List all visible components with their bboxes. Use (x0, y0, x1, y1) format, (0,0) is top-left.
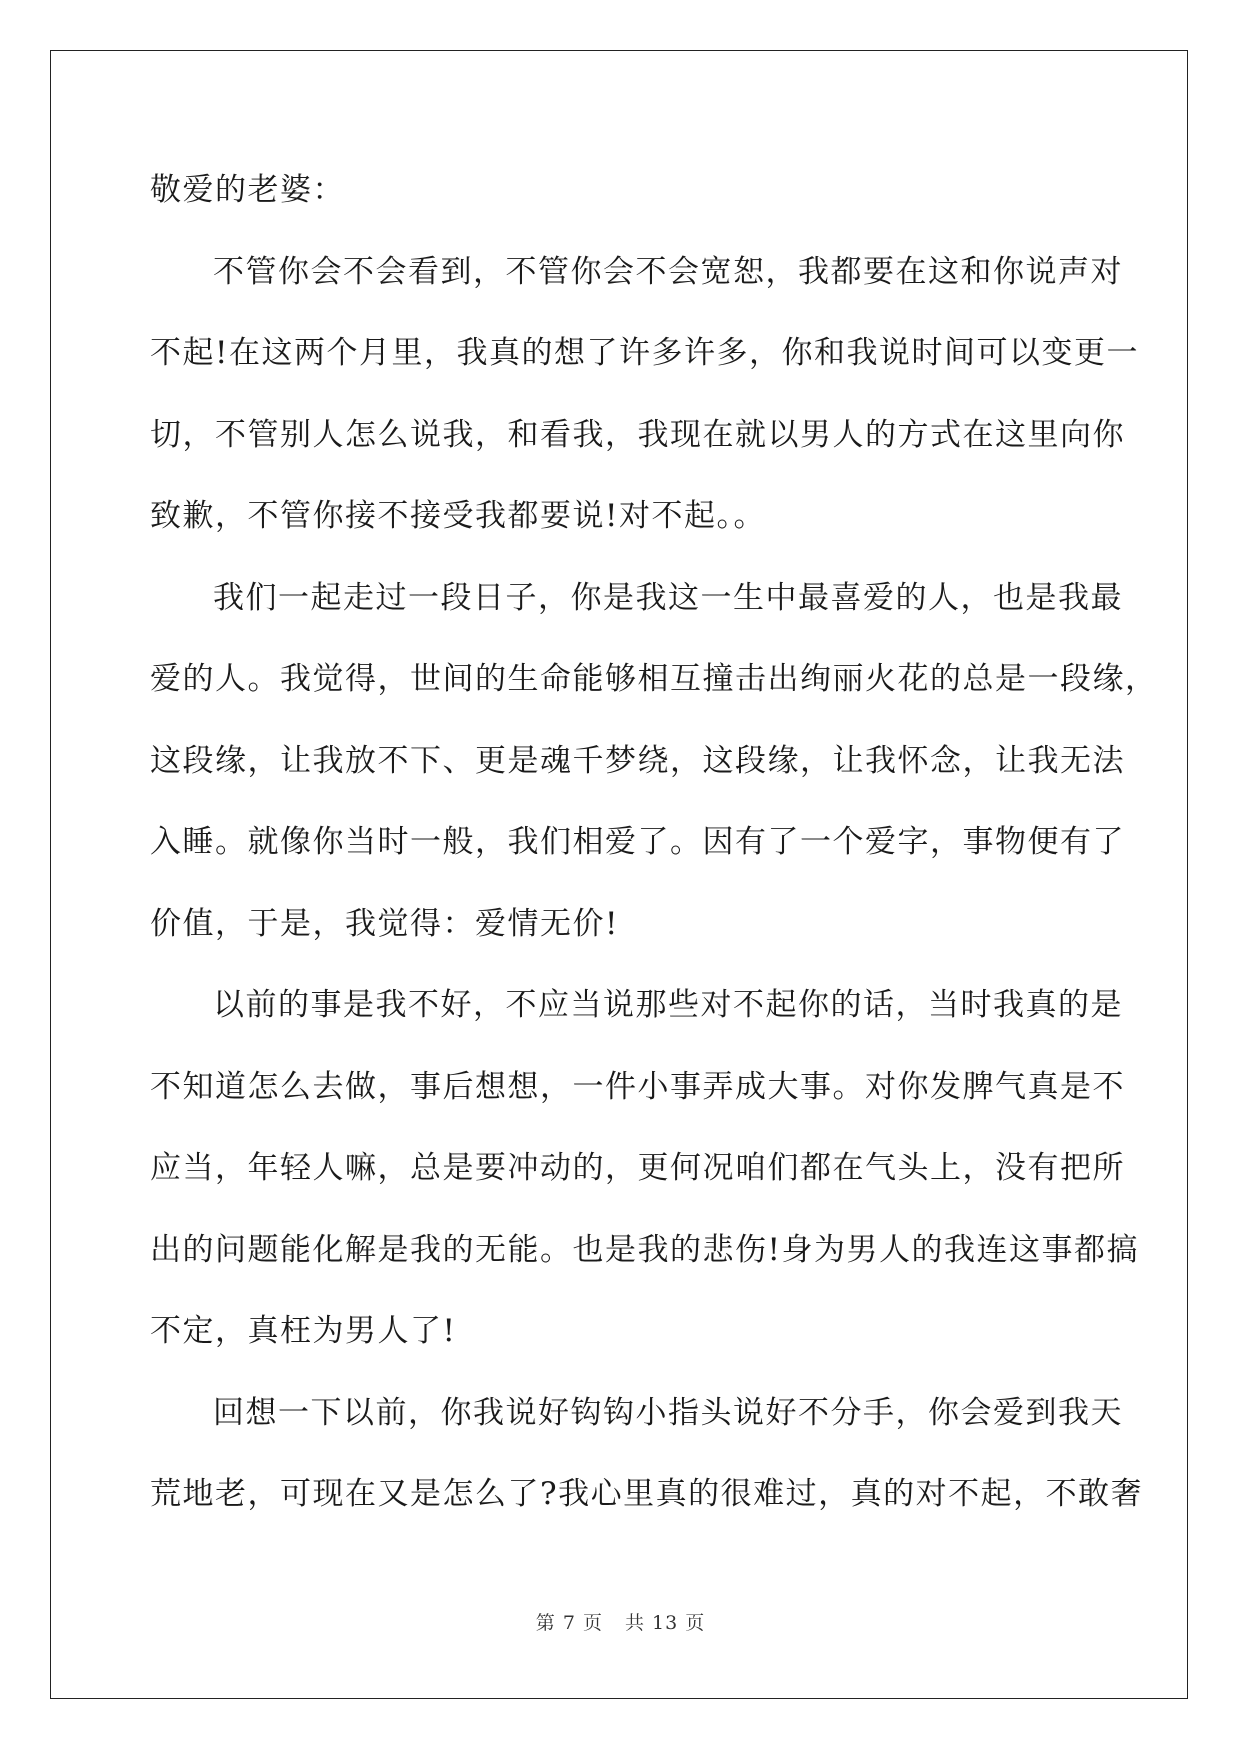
text-line: 出的问题能化解是我的无能。也是我的悲伤!身为男人的我连这事都搞 (150, 1231, 1139, 1268)
text-line: 不管你会不会看到，不管你会不会宽恕，我都要在这和你说声对 (213, 253, 1123, 290)
letter-body (150, 150, 1158, 1536)
text-line: 这段缘，让我放不下、更是魂千梦绕，这段缘，让我怀念，让我无法 (150, 742, 1125, 779)
text-line: 回想一下以前，你我说好钩钩小指头说好不分手，你会爱到我天 (213, 1394, 1123, 1431)
page-number: 第 7 页 (535, 1612, 603, 1634)
text-line: 荒地老，可现在又是怎么了?我心里真的很难过，真的对不起，不敢奢 (150, 1476, 1144, 1512)
text-line: 不定，真枉为男人了! (150, 1313, 457, 1349)
text-line: 不知道怎么去做，事后想想，一件小事弄成大事。对你发脾气真是不 (150, 1068, 1125, 1105)
text-line: 价值，于是，我觉得：爱情无价! (150, 905, 619, 942)
text-line: 致歉，不管你接不接受我都要说!对不起。。 (150, 498, 766, 534)
text-line: 敬爱的老婆： (150, 172, 345, 208)
text-line: 应当，年轻人嘛，总是要冲动的，更何况咱们都在气头上，没有把所 (150, 1150, 1125, 1186)
total-pages: 共 13 页 (624, 1612, 706, 1634)
text-line: 切，不管别人怎么说我，和看我，我现在就以男人的方式在这里向你 (150, 416, 1125, 453)
text-line: 入睡。就像你当时一般，我们相爱了。因有了一个爱字，事物便有了 (150, 824, 1125, 860)
text-line: 以前的事是我不好，不应当说那些对不起你的话，当时我真的是 (213, 987, 1123, 1023)
page-footer (0, 1608, 1241, 1635)
text-line: 爱的人。我觉得，世间的生命能够相互撞击出绚丽火花的总是一段缘， (150, 661, 1158, 697)
text-line: 不起!在这两个月里，我真的想了许多许多，你和我说时间可以变更一 (150, 335, 1139, 371)
text-line: 我们一起走过一段日子，你是我这一生中最喜爱的人，也是我最 (213, 579, 1123, 616)
